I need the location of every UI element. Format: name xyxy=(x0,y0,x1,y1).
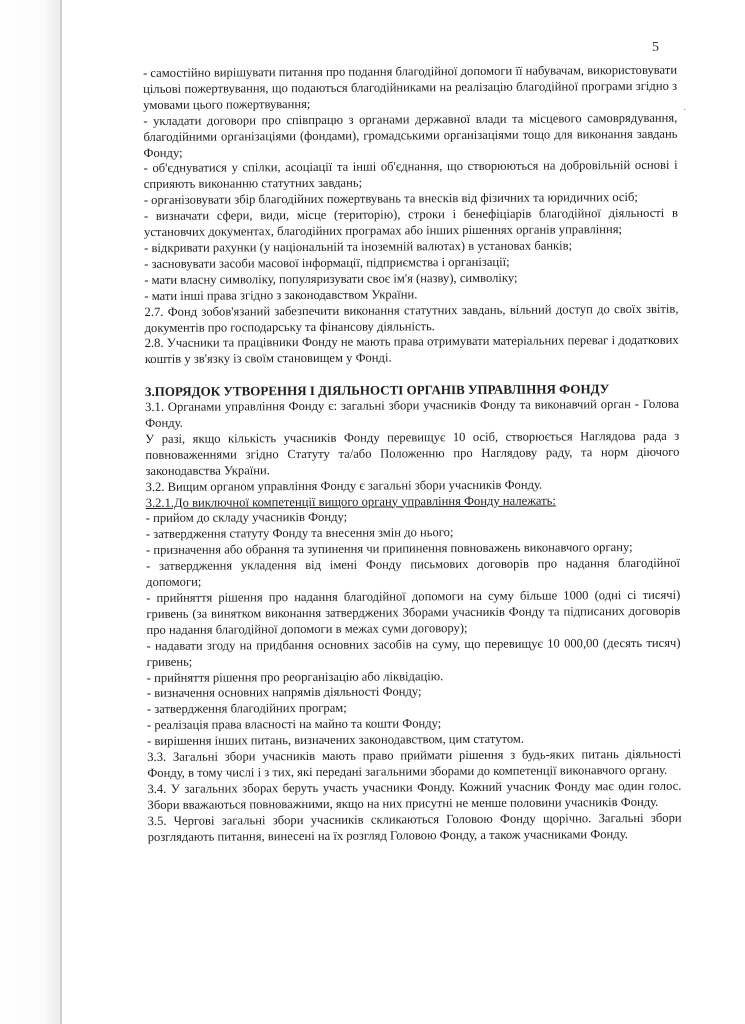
paragraph: - відкривати рахунки (у національній та іноземній валютах) в установах банків; xyxy=(144,238,573,255)
paragraph: 3.5. Чергові загальні збори учасників скликаються Головою Фонду щорічно. Загальні збори розглядають питання, винесені на їх розгляд Головою Фонду, а також учасниками Фонду. xyxy=(147,810,682,844)
paragraph: - прийняття рішення про реорганізацію або ліквідацію. xyxy=(146,668,444,685)
paragraph: - мати інші права згідно з законодавством України. xyxy=(144,287,418,303)
paragraph: - мати власну символіку, популяризувати своє ім'я (назву), символіку; xyxy=(144,270,518,287)
paragraph: - організовувати збір благодійних пожертвувань та внесків від фізичних та юридичних осіб; xyxy=(143,190,638,208)
paragraph: - прийом до складу учасників Фонду; xyxy=(145,510,348,526)
paragraph: 2.8. Учасники та працівники Фонду не мають права отримувати матеріальних переваг і додаткових коштів у зв'язку із своїм становищем у Фонді. xyxy=(144,333,679,367)
paragraph: - засновувати засоби масової інформації, підприємства і організації; xyxy=(144,254,510,271)
paragraph: - визначати сфери, види, місце (територію), строки і бенефіціарів благодійної діяльності в установчих документах, благодійних програмах або інших рішеннях органів управління; xyxy=(143,205,678,240)
paragraph: - об'єднуватися у спілки, асоціації та інші об'єднання, що створюються на добровільній основі і сприяють виконанню статутних завдань; xyxy=(143,158,678,192)
paragraph: - визначення основних напрямів діяльності Фонду; xyxy=(146,684,422,701)
section-title: 3.ПОРЯДОК УТВОРЕННЯ І ДІЯЛЬНОСТІ ОРГАНІВ УПРАВЛІННЯ ФОНДУ xyxy=(144,381,610,400)
paragraph: - реалізація права власності на майно та кошти Фонду; xyxy=(146,716,442,733)
scan-speck: · xyxy=(683,105,687,116)
paragraph: У разі, якщо кількість учасників Фонду перевищує 10 осіб, створюється Наглядова рада з повноваженнями згідно Статуту та/або Положенню про Наглядову раду, та норм діючого законодавства України. xyxy=(145,428,680,478)
document-body xyxy=(143,63,682,846)
paragraph: - надавати згоду на придбання основних засобів на суму, що перевищує 10 000,00 (десять тисяч) гривень; xyxy=(146,635,681,669)
scan-left-edge xyxy=(0,0,62,1024)
paragraph: - укладати договори про співпрацю з органами державної влади та місцевого самоврядування, благодійними організаціями (фондами), громадськими організаціями тощо для виконання завдань Фонду; xyxy=(143,110,678,160)
paragraph: 2.7. Фонд зобов'язаний забезпечити виконання статутних завдань, вільний доступ до своїх звітів, документів про господарську та фінансову діяльність. xyxy=(144,301,679,335)
subheading: 3.2.1.До виключної компетенції вищого органу управління Фонду належать: xyxy=(145,493,556,510)
paragraph: 3.1. Органами управління Фонду є: загальні збори учасників Фонду та виконавчий орган - Голова Фонду. xyxy=(145,396,680,431)
paragraph: - затвердження благодійних програм; xyxy=(146,701,347,717)
paragraph: - самостійно вирішувати питання про подання благодійної допомоги її набувачам, використовувати цільові пожертвування, що подаються благодійниками на реалізацію благодійної програми згідно з умовами цього пожертвування; xyxy=(143,62,678,112)
paragraph: 3.3. Загальні збори учасників мають право приймати рішення з будь-яких питань діяльності Фонду, в тому числі і з тих, які передані загальними зборами до компетенції виконавчого органу. xyxy=(147,746,682,780)
paragraph: - призначення або обрання та зупинення чи припинення повноважень виконавчого органу; xyxy=(145,540,633,558)
paragraph: 3.4. У загальних зборах беруть участь учасники Фонду. Кожний учасник Фонду має один голос. Збори вважаються повноважними, якщо на них присутні не менше половини учасників Фонду. xyxy=(147,778,682,812)
paragraph: - затвердження статуту Фонду та внесення змін до нього; xyxy=(145,525,454,542)
paragraph: - затвердження укладення від імені Фонду письмових договорів про надання благодійної допомоги; xyxy=(146,555,681,590)
page-number: 5 xyxy=(652,40,659,55)
paragraph: - вирішення інших питань, визначених законодавством, цим статутом. xyxy=(147,731,525,749)
paragraph: 3.2. Вищим органом управління Фонду є загальні збори учасників Фонду. xyxy=(145,477,543,494)
paragraph: - прийняття рішення про надання благодійної допомоги на суму більше 1000 (одні сі тисячі) гривень (за винятком виконання затверджених Зборами учасників Фонду та підписаних договорів про надання благодійної допомоги в межах суми договору); xyxy=(146,587,681,637)
